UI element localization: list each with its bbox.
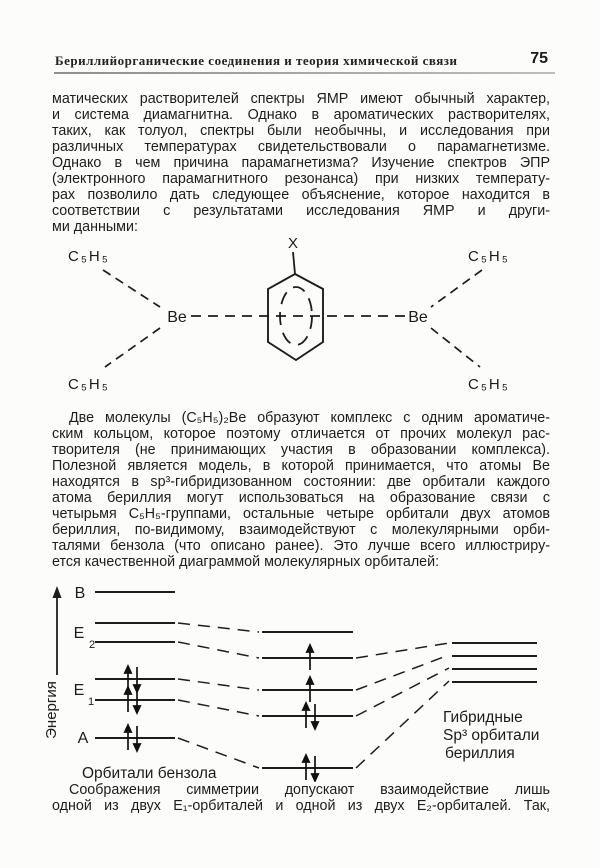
paragraph-line: Однако в чем причина парамагнетизма? Изучение спектров ЭПР <box>52 155 550 171</box>
paragraph-line: бериллия, по-видимому, взаимодействуют с молекулярными орби- <box>52 522 550 538</box>
level-label-a: А <box>77 730 89 747</box>
paragraph-line: Соображения симметрии допускают взаимодействие лишь <box>69 782 550 798</box>
beryllium-benzene-complex-structure <box>40 233 560 405</box>
paragraph-line: ется качественной диаграммой молекулярных орбиталей: <box>52 554 440 570</box>
paragraph-line: таких, как толуол, спектры были необычны, и исследования при <box>52 123 550 139</box>
be-cp-dashed-bond <box>105 328 160 367</box>
header-rule <box>54 72 555 74</box>
cp-group-label: C₅H₅ <box>468 376 510 393</box>
paragraph-line: различных температурах свидетельствовали о парамагнетизме. <box>52 139 550 155</box>
paragraph-line: атома бериллия могут использоваться на образование связи с <box>52 490 550 506</box>
energy-axis-label: Энергия <box>43 681 60 739</box>
benzene-levels <box>95 592 175 738</box>
level-sub-1: 1 <box>87 696 95 708</box>
level-label-b: В <box>74 585 86 602</box>
paragraph-3 <box>52 782 550 814</box>
cp-group-label: C₅H₅ <box>68 248 110 265</box>
axis-arrowhead-icon <box>53 586 62 598</box>
paragraph-line: рах позволило дать следующее объяснение, которое находится в <box>52 187 550 203</box>
correlation-lines-left <box>178 623 259 768</box>
hybrid-orbitals-caption: бериллия <box>445 745 515 762</box>
be-cp-dashed-bond <box>431 270 482 307</box>
beryllium-left-label: Be <box>167 309 187 326</box>
page-number: 75 <box>530 50 548 67</box>
energy-axis <box>43 586 62 739</box>
paragraph-line: одной из двух Е₁-орбиталей и одной из двух Е₂-орбиталей. Так, <box>52 798 550 814</box>
paragraph-line: Полезной является модель, в которой принимается, что атомы Be <box>52 458 550 474</box>
be-cp-dashed-bond <box>103 270 160 307</box>
be-cp-dashed-bond <box>431 328 480 367</box>
molecular-orbital-energy-diagram <box>35 582 565 782</box>
paragraph-line: четырьмя C₅H₅-группами, остальные четыре орбитали двух атомов <box>52 506 550 522</box>
beryllium-right-label: Be <box>408 309 428 326</box>
level-label-e1: Е <box>73 682 85 699</box>
hybrid-orbitals-caption: Гибридные <box>443 709 523 726</box>
x-bond <box>293 252 295 274</box>
paragraph-line: творителя (не принимающих участия в образовании комплекса). <box>52 442 550 458</box>
paragraph-line: матических растворителей спектры ЯМР имеют обычный характер, <box>52 91 550 107</box>
hybrid-orbitals-caption: Sp³ орбитали <box>443 727 540 744</box>
running-head-title: Бериллийорганические соединения и теория химической связи <box>55 53 458 68</box>
hybrid-levels <box>452 643 537 682</box>
cp-group-label: C₅H₅ <box>68 376 110 393</box>
paragraph-1 <box>52 91 550 235</box>
paragraph-2 <box>52 410 550 570</box>
paragraph-line: соответствии с результатами исследования ЯМР и други- <box>52 203 550 219</box>
paragraph-line: талями бензола (что описано ранее). Это лучше всего иллюстриру- <box>52 538 550 554</box>
cp-group-label: C₅H₅ <box>468 248 510 265</box>
paragraph-line: ским кольцом, которое поэтому отличается от прочих молекул рас- <box>52 426 550 442</box>
benzene-orbitals-caption: Орбитали бензола <box>82 765 217 782</box>
correlation-lines-right <box>356 643 449 768</box>
paragraph-line: находятся в sp³-гибридизованном состоянии: две орбитали каждого <box>52 474 550 490</box>
substituent-x-label: X <box>287 235 299 252</box>
level-label-e2: Е <box>73 625 85 642</box>
paragraph-line: и система диамагнитна. Однако в ароматических растворителях, <box>52 107 550 123</box>
paragraph-line: (электронного парамагнитного резонанса) при низких температу- <box>52 171 550 187</box>
paragraph-line: ми данными: <box>52 219 138 235</box>
level-sub-2: 2 <box>88 639 96 651</box>
paragraph-line: Две молекулы (C₅H₅)₂Be образуют комплекс с одним ароматиче- <box>69 410 550 426</box>
electron-pair <box>125 645 318 781</box>
